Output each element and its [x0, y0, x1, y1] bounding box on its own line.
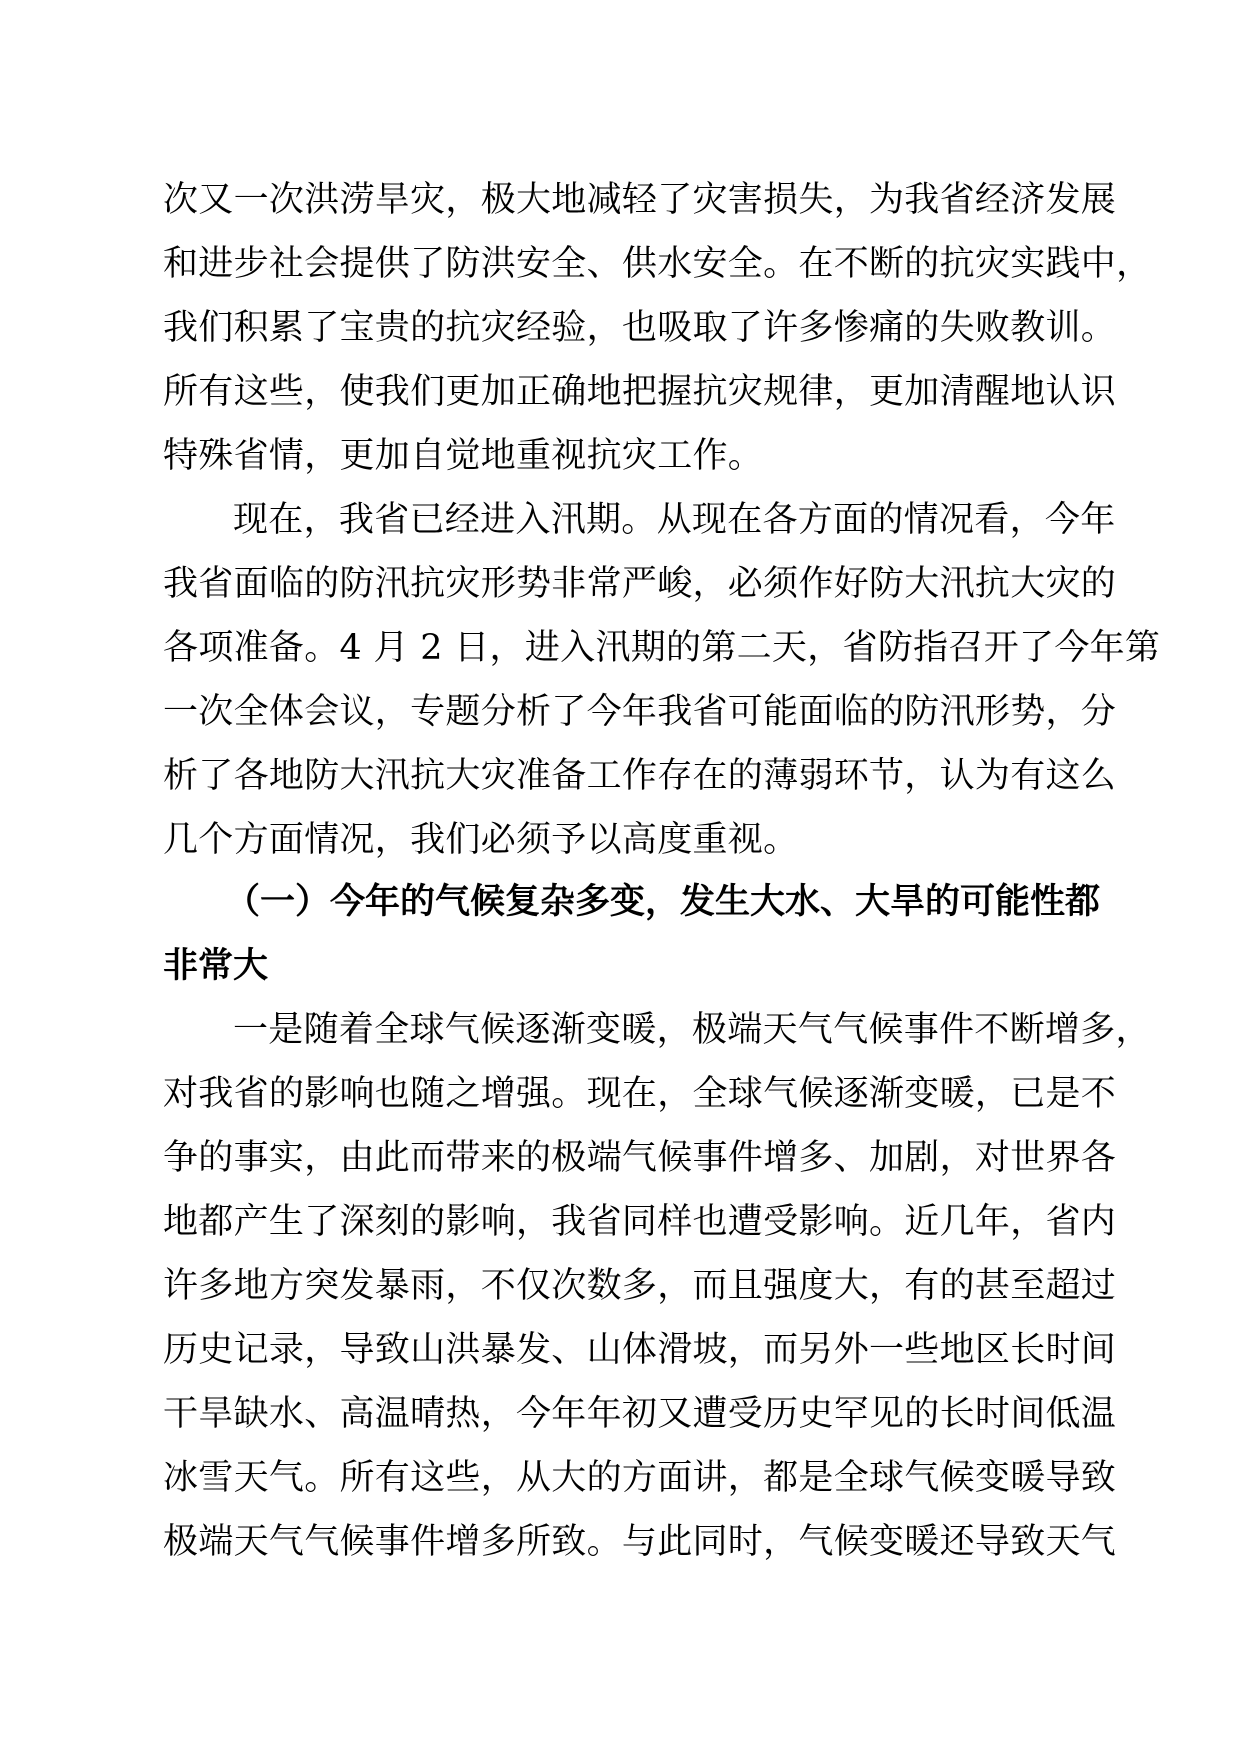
- text-line: 所有这些，使我们更加正确地把握抗灾规律，更加清醒地认识: [163, 372, 1117, 412]
- text-line: 冰雪天气。所有这些，从大的方面讲，都是全球气候变暖导致: [163, 1458, 1117, 1498]
- text-line: 争的事实，由此而带来的极端气候事件增多、加剧，对世界各: [163, 1138, 1117, 1178]
- text-line: 一次全体会议，专题分析了今年我省可能面临的防汛形势，分: [163, 692, 1117, 732]
- document-body: [163, 168, 1161, 1574]
- heading-line: （一）今年的气候复杂多变，发生大水、大旱的可能性都: [225, 882, 1101, 922]
- text-line: 次又一次洪涝旱灾，极大地减轻了灾害损失，为我省经济发展: [163, 180, 1117, 220]
- text-line: 特殊省情，更加自觉地重视抗灾工作。: [163, 436, 764, 476]
- heading-line: 非常大: [163, 946, 269, 986]
- text-line: 现在，我省已经进入汛期。从现在各方面的情况看，今年: [233, 500, 1116, 540]
- text-line: 一是随着全球气候逐渐变暖，极端天气气候事件不断增多，: [233, 1010, 1151, 1050]
- paragraph-1: [163, 168, 1152, 488]
- paragraph-2: [163, 488, 1161, 872]
- text-line: 我们积累了宝贵的抗灾经验，也吸取了许多惨痛的失败教训。: [163, 308, 1117, 348]
- text-line: 几个方面情况，我们必须予以高度重视。: [163, 820, 799, 860]
- text-line: 我省面临的防汛抗灾形势非常严峻，必须作好防大汛抗大灾的: [163, 564, 1117, 604]
- text-line: 地都产生了深刻的影响，我省同样也遭受影响。近几年，省内: [163, 1202, 1117, 1242]
- text-line: 和进步社会提供了防洪安全、供水安全。在不断的抗灾实践中，: [163, 244, 1152, 284]
- text-line: 极端天气气候事件增多所致。与此同时，气候变暖还导致天气: [163, 1522, 1117, 1562]
- text-line: 对我省的影响也随之增强。现在，全球气候逐渐变暖，已是不: [163, 1074, 1117, 1114]
- text-line: 许多地方突发暴雨，不仅次数多，而且强度大，有的甚至超过: [163, 1266, 1117, 1306]
- text-line: 干旱缺水、高温晴热，今年年初又遭受历史罕见的长时间低温: [163, 1394, 1117, 1434]
- text-line: 历史记录，导致山洪暴发、山体滑坡，而另外一些地区长时间: [163, 1330, 1117, 1370]
- text-line: 各项准备。4 月 2 日，进入汛期的第二天，省防指召开了今年第: [163, 628, 1161, 668]
- section-heading: [163, 870, 1101, 998]
- text-line: 析了各地防大汛抗大灾准备工作存在的薄弱环节，认为有这么: [163, 756, 1117, 796]
- paragraph-3: [163, 998, 1151, 1574]
